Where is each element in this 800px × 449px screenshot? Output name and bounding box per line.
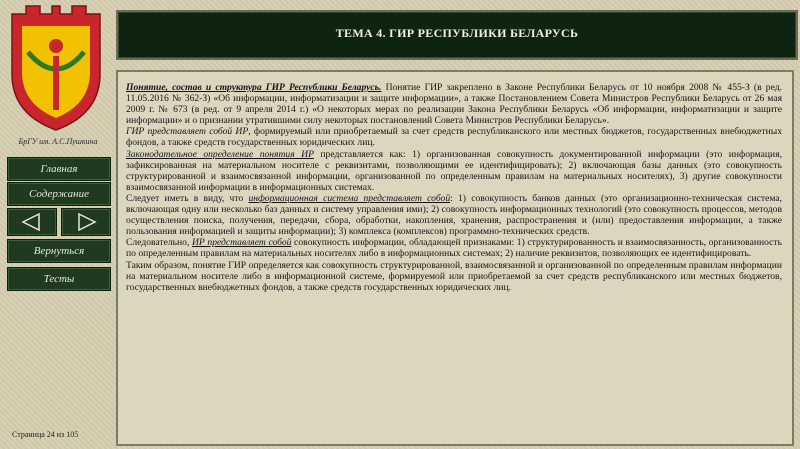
paragraph-ir (126, 237, 782, 259)
paragraph-heading: ГИР представляет собой ИР (126, 126, 249, 138)
previous-page-button[interactable] (7, 208, 57, 236)
arrow-left-icon (8, 209, 56, 235)
paragraph-heading: Понятие, состав и структура ГИР Республики Беларусь. (126, 82, 382, 93)
paragraph-gir (126, 126, 782, 148)
paragraph-infosystem (126, 193, 782, 237)
paragraph-text: Следует иметь в виду, что (126, 192, 249, 204)
page-navigation (7, 208, 111, 234)
content-panel (116, 70, 794, 446)
next-page-button[interactable] (61, 208, 111, 236)
university-emblem-logo (6, 4, 106, 132)
contents-button[interactable]: Содержание (7, 182, 111, 206)
paragraph-heading: информационная система представляет собой (248, 192, 451, 204)
paragraph-definition (126, 82, 782, 126)
home-button[interactable]: Главная (7, 157, 111, 181)
paragraph-legislative (126, 149, 782, 193)
arrow-right-icon (62, 209, 110, 235)
tests-button[interactable]: Тесты (7, 267, 111, 291)
paragraph-text: Понятие ГИР закреплено в Законе Республики Беларусь от 10 ноября 2008 № 455-З (в ред. 11.05.2016 № 362-З) «Об информации, информатизации и защите информации», а также Постановлением Совета Министров Республики Беларусь от 26 мая 2009 г. № 673 (в ред. от 9 апреля 2014 г.) «О некоторых мерах по реализации Закона Республики Беларусь «Об информации, информатизации и защите информации» и о признании утратившими силу некоторых постановлений Совета Министров Республики Беларусь». (126, 82, 782, 127)
page-indicator: Страница 24 из 105 (12, 430, 79, 439)
paragraph-conclusion: Таким образом, понятие ГИР определяется как совокупность структурированной, взаимосвязанной и организованной по определенным правилам информации на материальном носителе либо в информационной системе, формируемой или приобретаемой за счет средств республиканского или местных бюджетов, государственных внебюджетных фондов, а также средств государственных юридических лиц. (126, 259, 782, 293)
university-name: БрГУ им. А.С.Пушкина (18, 137, 98, 146)
paragraph-text: Следовательно, (126, 237, 192, 249)
paragraph-heading: Законодательное определение понятия ИР (126, 148, 314, 160)
paragraph-text: : 1) совокупность банков данных (это организационно-техническая система, включающая одну или несколько баз данных и систему управления ими); 2) совокупность информационных технологий (это совокупность процессов, методов осуществления поиска, получения, передачи, сбора, обработки, накопления, хранения, распространения и (или) предоставления информации, а также пользования информацией и защиты информации); 3) комплекса (комплексов) программно-технических средств. (126, 192, 783, 238)
paragraph-heading: ИР представляет собой (191, 237, 292, 249)
header (116, 10, 798, 60)
back-button[interactable]: Вернуться (7, 239, 111, 263)
page-title: ТЕМА 4. ГИР РЕСПУБЛИКИ БЕЛАРУСЬ (335, 26, 579, 40)
sidebar (0, 0, 113, 449)
paragraph-text: совокупность информации, обладающей признаками: 1) структурированность и взаимосвязанность, организованность по определенным правилам на материальных носителях либо в информационных системах; 2) наличие реквизитов, позволяющих ее идентифицировать. (126, 237, 782, 260)
paragraph-text: , формируемый или приобретаемый за счет средств республиканского или местных бюджетов, государственных внебюджетных фондов, а также средств государственных юридических лиц. (126, 126, 782, 149)
paragraph-text: представляется как: 1) организованная совокупность документированной информации (это информация, зафиксированная на материальном носителе с реквизитами, позволяющими ее идентифицировать); 2) включающая базы данных (это совокупность структурированной и взаимосвязанной информации, организованной по определенным правилам на материальных носителях), 3) другие совокупности взаимосвязанной информации в информационных системах. (126, 148, 782, 193)
